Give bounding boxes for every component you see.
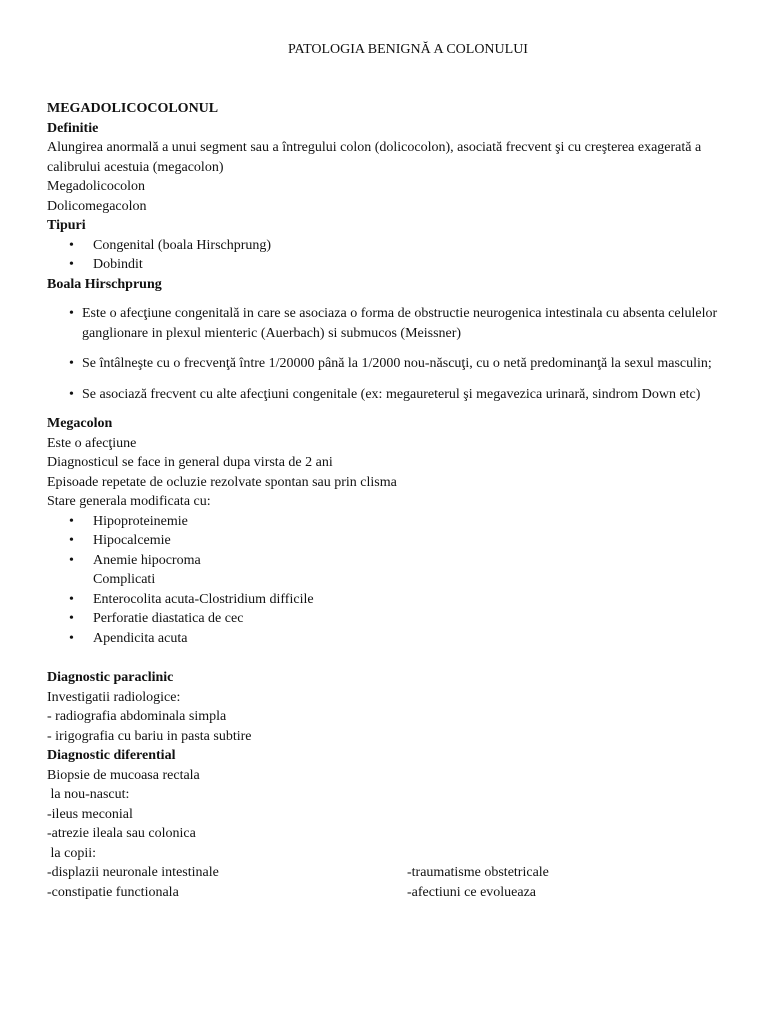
definition-text: Alungirea anormală a unui segment sau a întregului colon (dolicocolon), asociată frecvent şi cu creşterea exagerată a calibrului acestuia (megacolon) bbox=[47, 140, 702, 175]
text-line: Este o afecţiune bbox=[47, 435, 137, 451]
bullet-icon: • bbox=[69, 306, 74, 321]
list-item: • Hipoproteinemie bbox=[47, 512, 727, 532]
text-line: la nou-nascut: bbox=[47, 787, 130, 802]
bullet-icon: • bbox=[69, 533, 74, 548]
text-line: Biopsie de mucoasa rectala bbox=[47, 767, 200, 783]
document-title: PATOLOGIA BENIGNĂ A COLONULUI bbox=[288, 42, 528, 57]
text-line: -ileus meconial bbox=[47, 806, 133, 822]
list-item: • Se întâlneşte cu o frecvenţă între 1/20000 până la 1/2000 nou-născuţi, cu o netă predominanţă la sexul masculin; bbox=[47, 354, 727, 374]
list-item: • Apendicita acuta bbox=[47, 629, 727, 649]
term-line: Megadolicocolon bbox=[47, 179, 145, 194]
megacolon-heading: Megacolon bbox=[47, 416, 113, 431]
hirschprung-heading: Boala Hirschprung bbox=[47, 276, 162, 292]
bullet-icon: • bbox=[69, 386, 74, 402]
complications-label: Complicati bbox=[93, 572, 156, 587]
list-item: • Dobindit bbox=[47, 255, 727, 275]
bullet-icon: • bbox=[69, 552, 74, 568]
list-item: • Este o afecţiune congenitală in care se asociaza o forma de obstructie neurogenica intestinala cu absenta celulelor ganglionare in plexul mienteric (Auerbach) si submucos (Meissner) bbox=[69, 306, 718, 341]
list-item: • Anemie hipocroma bbox=[47, 551, 727, 571]
document-body bbox=[47, 99, 727, 902]
list-item: • Congenital (boala Hirschprung) bbox=[47, 236, 727, 256]
bullet-icon: • bbox=[69, 257, 74, 272]
complications-list bbox=[47, 590, 727, 649]
text-line: -atrezie ileala sau colonica bbox=[47, 826, 196, 841]
bullet-icon: • bbox=[69, 237, 74, 253]
list-item: • Hipocalcemie bbox=[47, 531, 727, 551]
left-cell: -constipatie functionala bbox=[47, 884, 179, 900]
term-line: Dolicomegacolon bbox=[47, 198, 147, 214]
section-heading-megadolicocolon: MEGADOLICOCOLONUL bbox=[47, 101, 219, 116]
text-line: Investigatii radiologice: bbox=[47, 689, 181, 705]
text-line: - irigografia cu bariu in pasta subtire bbox=[47, 728, 252, 744]
bullet-icon: • bbox=[69, 356, 74, 371]
left-cell: -displazii neuronale intestinale bbox=[47, 865, 219, 880]
text-line: Diagnosticul se face in general dupa virsta de 2 ani bbox=[47, 455, 333, 470]
bullet-icon: • bbox=[69, 513, 74, 529]
text-line: Stare generala modificata cu: bbox=[47, 494, 211, 509]
text-line: la copii: bbox=[47, 845, 96, 861]
hirschprung-list bbox=[47, 304, 727, 404]
two-column-row bbox=[47, 863, 727, 883]
list-item: • Perforatie diastatica de cec bbox=[47, 609, 727, 629]
bullet-icon: • bbox=[69, 591, 74, 607]
paraclinic-heading: Diagnostic paraclinic bbox=[47, 670, 174, 685]
list-item: • Enterocolita acuta-Clostridium difficile bbox=[47, 590, 727, 610]
list-item: • Se asociază frecvent cu alte afecţiuni congenitale (ex: megaureterul şi megavezica urinară, sindrom Down etc) bbox=[47, 385, 727, 405]
types-heading: Tipuri bbox=[47, 218, 86, 233]
state-list bbox=[47, 512, 727, 571]
bullet-icon: • bbox=[69, 630, 74, 646]
right-cell: -afectiuni ce evolueaza bbox=[407, 884, 537, 900]
text-line: - radiografia abdominala simpla bbox=[47, 709, 227, 724]
bullet-icon: • bbox=[69, 611, 74, 626]
right-cell: -traumatisme obstetricale bbox=[407, 865, 549, 880]
differential-heading: Diagnostic diferential bbox=[47, 748, 176, 763]
text-line: Episoade repetate de ocluzie rezolvate spontan sau prin clisma bbox=[47, 474, 397, 490]
types-list bbox=[47, 236, 727, 275]
definition-heading: Definitie bbox=[47, 120, 99, 136]
two-column-row bbox=[47, 883, 727, 903]
